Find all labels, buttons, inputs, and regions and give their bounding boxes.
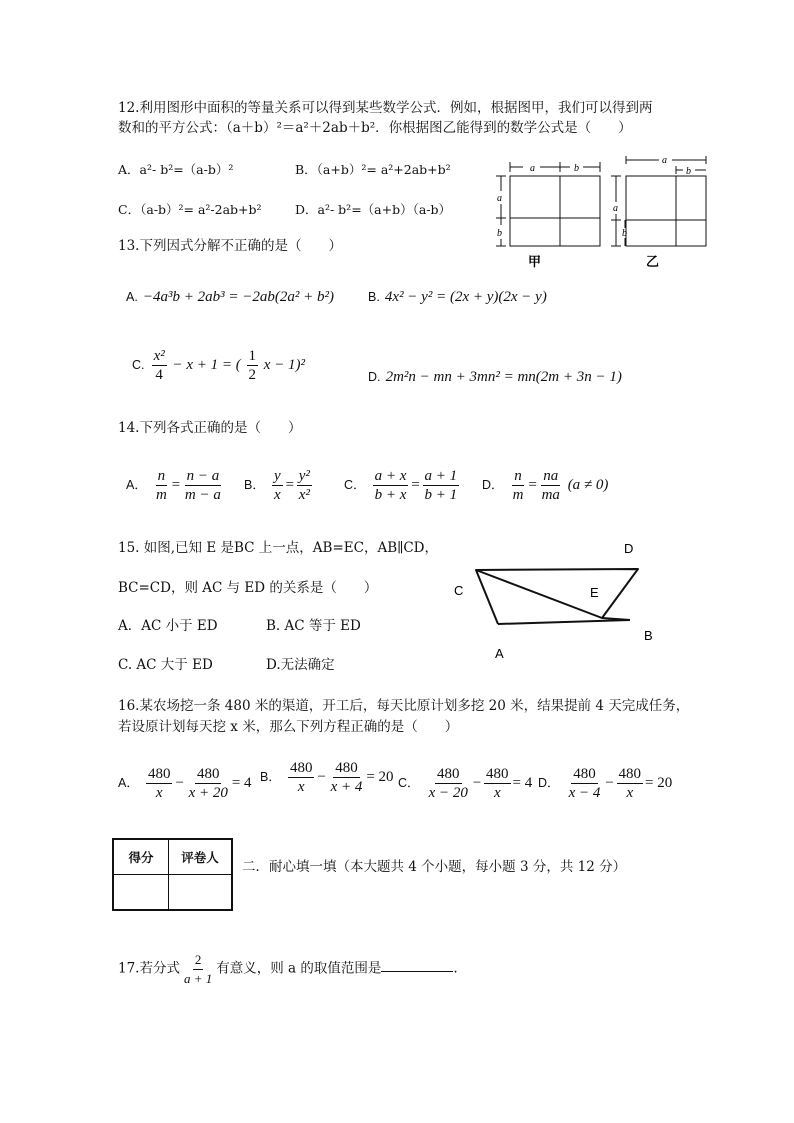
- q17: 17.若分式 $\frac{2}{a + 1}$ 有意义，则 a 的取值范围是 .: [118, 952, 458, 986]
- q13-option-b: B. 4x² − y² = (2x + y)(2x − y): [368, 289, 547, 305]
- q15-line1: 15. 如图,已知 E 是BC 上一点，AB=EC，AB∥CD，: [118, 540, 439, 556]
- q16-line2: 若设原计划每天挖 x 米，那么下列方程正确的是（ ）: [118, 719, 459, 735]
- score-table: [112, 838, 233, 911]
- point-a: A: [495, 646, 504, 661]
- q15-option-b: B. AC 等于 ED: [266, 618, 361, 634]
- q14-stem: 14.下列各式正确的是（ ）: [118, 420, 302, 436]
- grader-header: 评卷人: [169, 839, 233, 875]
- q16-option-a: A． $\frac{480}{x}$ − $\frac{480}{x + 20}$ = 4: [118, 766, 252, 801]
- yi-label: 乙: [646, 255, 660, 270]
- q12-option-c: C．（a-b）²= a²-2ab+b²: [118, 202, 262, 217]
- q13-option-d: D. 2m²n − mn + 3mn² = mn(2m + 3n − 1): [368, 369, 622, 385]
- yi-a-left: a: [613, 203, 618, 214]
- grader-cell[interactable]: [169, 875, 233, 911]
- answer-blank[interactable]: [381, 957, 453, 972]
- figure-jia: [490, 158, 612, 274]
- q15-option-a: A．AC 小于 ED: [118, 618, 218, 634]
- q12-line1: 12.利用图形中面积的等量关系可以得到某些数学公式．例如，根据图甲，我们可以得到两: [118, 100, 653, 116]
- q14-option-d: D． $\frac{n}{m}$ = $\frac{na}{ma}$ (a ≠ 0): [482, 468, 609, 503]
- point-e: E: [590, 585, 599, 600]
- q16-line1: 16.某农场挖一条 480 米的渠道，开工后，每天比原计划多挖 20 米，结果提前 4 天完成任务，: [118, 698, 690, 714]
- q14-option-c: C． $\frac{a + x}{b + x}$ = $\frac{a + 1}{b + 1}$: [344, 468, 458, 503]
- q12-option-a: A．a²- b²=（a-b）²: [118, 162, 234, 177]
- q12-option-d: D．a²- b²=（a+b）（a-b）: [295, 202, 452, 217]
- yi-a-top: a: [662, 155, 667, 166]
- jia-a-top: a: [530, 163, 535, 174]
- q16-option-b: B． $\frac{480}{x}$ − $\frac{480}{x + 4}$ = 20: [260, 760, 394, 795]
- jia-label: 甲: [528, 255, 542, 270]
- q13-option-c: C. $\frac{\text{x²}}{4}$ − x + 1 = ( $\frac{1}{2}$ x − 1)²: [132, 348, 306, 383]
- score-header: 得分: [113, 839, 169, 875]
- q14-option-b: B． $\frac{y}{x}$ = $\frac{\text{y²}}{\text{x²}}$: [244, 468, 310, 503]
- jia-b-left: b: [497, 228, 502, 239]
- q15-figure: [440, 536, 670, 668]
- q15-option-d: D.无法确定: [266, 657, 335, 673]
- figure-yi: [606, 152, 718, 272]
- q14-option-a: A． $\frac{n}{m}$ = $\frac{n - a}{m - a}$: [126, 468, 221, 503]
- point-b: B: [644, 628, 653, 643]
- yi-b-top: b: [686, 166, 691, 177]
- q15-option-c: C. AC 大于 ED: [118, 657, 213, 673]
- section2-title: 二．耐心填一填（本大题共 4 个小题，每小题 3 分，共 12 分）: [242, 859, 627, 875]
- q16-option-c: C． $\frac{480}{x - 20}$ − $\frac{480}{x}$ = 4: [398, 766, 533, 801]
- jia-a-left: a: [497, 193, 502, 204]
- q15-line2: BC=CD，则 AC 与 ED 的关系是（ ）: [118, 580, 378, 596]
- point-d: D: [624, 541, 634, 556]
- q12-option-b: B．（a+b）²= a²+2ab+b²: [295, 162, 451, 177]
- q12-line2: 数和的平方公式：（a＋b）²＝a²＋2ab＋b²．你根据图乙能得到的数学公式是（ ）: [118, 120, 632, 136]
- point-c: C: [454, 583, 464, 598]
- yi-b-left: b: [622, 228, 627, 239]
- jia-b-top: b: [574, 163, 579, 174]
- q16-option-d: D． $\frac{480}{x - 4}$ − $\frac{480}{x}$ = 20: [538, 766, 673, 801]
- score-cell[interactable]: [113, 875, 169, 911]
- q13-stem: 13.下列因式分解不正确的是（ ）: [118, 238, 342, 254]
- q13-option-a: A. −4a³b + 2ab³ = −2ab(2a² + b²): [126, 289, 334, 305]
